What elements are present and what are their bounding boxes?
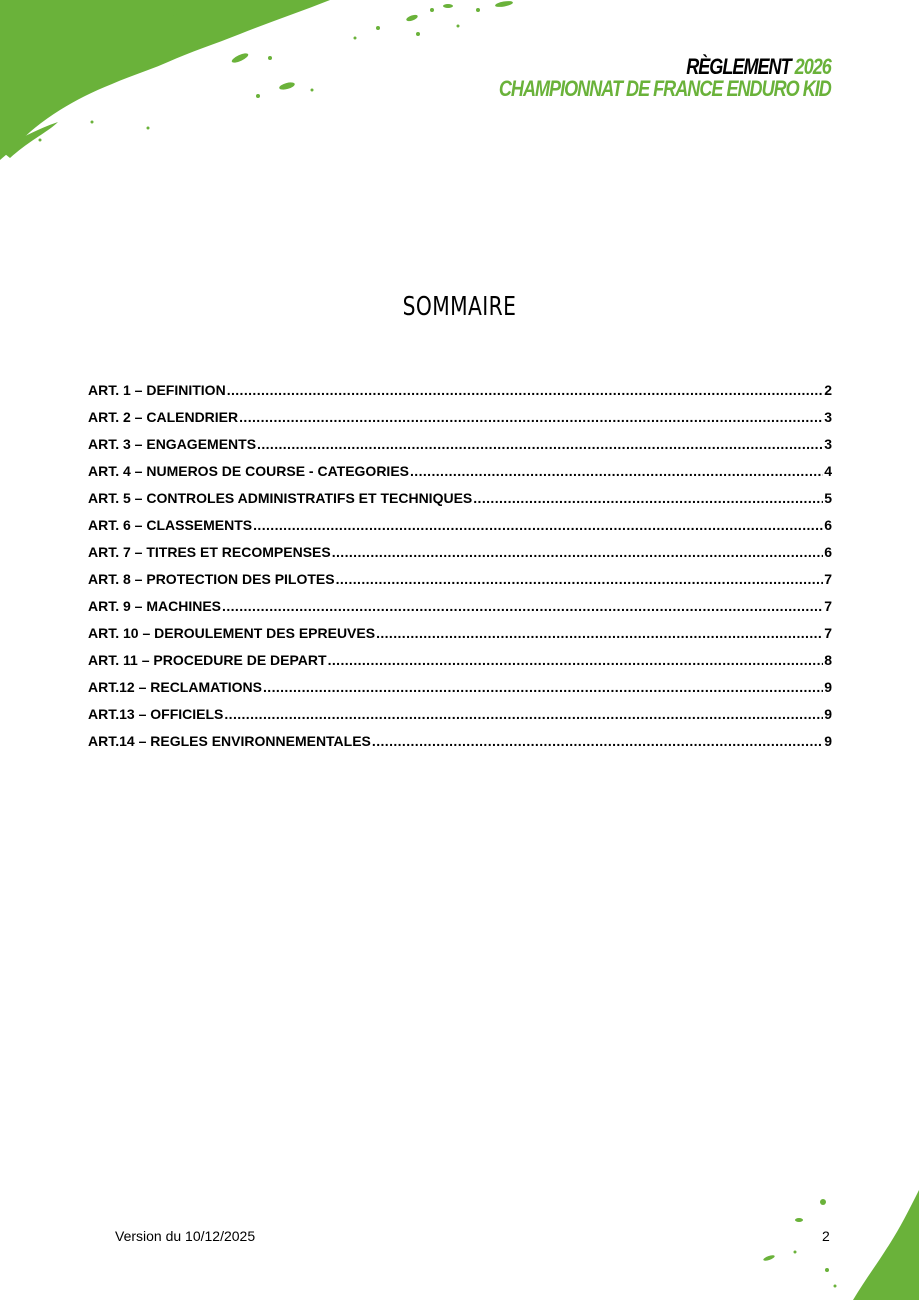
toc-entry-page: 7 (824, 571, 832, 587)
toc-entry-label: ART. 2 – CALENDRIER (88, 409, 239, 425)
toc-entry-label: ART.14 – REGLES ENVIRONNEMENTALES (88, 733, 371, 749)
toc-entry-label: ART. 1 – DEFINITION (88, 382, 226, 398)
toc-dot-leader (222, 598, 823, 614)
toc-dot-leader (376, 625, 823, 641)
toc-entry[interactable] (88, 706, 832, 733)
toc-dot-leader (263, 679, 823, 695)
toc-entry-page: 6 (824, 544, 832, 560)
header-year: 2026 (794, 54, 831, 79)
toc-entry-page: 3 (824, 436, 832, 452)
toc-entry-label: ART. 5 – CONTROLES ADMINISTRATIFS ET TECHNIQUES (88, 490, 473, 506)
toc-dot-leader (257, 436, 823, 452)
toc-dot-leader (227, 382, 824, 398)
toc-entry[interactable] (88, 598, 832, 625)
toc-dot-leader (239, 409, 823, 425)
toc-dot-leader (224, 706, 823, 722)
header-line-1 (499, 56, 831, 78)
toc-entry-page: 6 (824, 517, 832, 533)
green-splash-bottom-decoration (749, 1190, 919, 1300)
toc-entry[interactable] (88, 625, 832, 652)
toc-dot-leader (336, 571, 824, 587)
toc-entry-page: 9 (824, 733, 832, 749)
toc-entry-page: 4 (824, 463, 832, 479)
table-of-contents (88, 382, 832, 760)
toc-entry-label: ART. 7 – TITRES ET RECOMPENSES (88, 544, 331, 560)
toc-entry[interactable] (88, 409, 832, 436)
toc-entry-page: 5 (824, 490, 832, 506)
toc-entry[interactable] (88, 571, 832, 598)
toc-entry[interactable] (88, 544, 832, 571)
toc-entry-label: ART. 6 – CLASSEMENTS (88, 517, 253, 533)
toc-entry[interactable] (88, 679, 832, 706)
toc-title: SOMMAIRE (402, 292, 517, 322)
toc-entry-label: ART. 8 – PROTECTION DES PILOTES (88, 571, 335, 587)
toc-dot-leader (332, 544, 823, 560)
toc-entry-label: ART. 4 – NUMEROS DE COURSE - CATEGORIES (88, 463, 410, 479)
toc-entry[interactable] (88, 382, 832, 409)
toc-dot-leader (372, 733, 823, 749)
toc-entry-page: 9 (824, 706, 832, 722)
toc-entry-page: 2 (824, 382, 832, 398)
toc-entry[interactable] (88, 733, 832, 760)
toc-dot-leader (410, 463, 823, 479)
toc-entry-label: ART. 3 – ENGAGEMENTS (88, 436, 257, 452)
toc-entry-label: ART.13 – OFFICIELS (88, 706, 224, 722)
toc-dot-leader (473, 490, 823, 506)
toc-entry-label: ART. 9 – MACHINES (88, 598, 222, 614)
toc-entry[interactable] (88, 490, 832, 517)
toc-entry[interactable] (88, 652, 832, 679)
header-regulation-label: RÈGLEMENT (686, 54, 791, 79)
toc-entry-page: 7 (824, 598, 832, 614)
toc-entry[interactable] (88, 517, 832, 544)
toc-entry-label: ART.12 – RECLAMATIONS (88, 679, 262, 695)
toc-entry-page: 3 (824, 409, 832, 425)
footer-page-number: 2 (822, 1228, 830, 1244)
toc-entry[interactable] (88, 463, 832, 490)
document-header-title (426, 56, 831, 100)
toc-dot-leader (328, 652, 824, 668)
toc-entry-label: ART. 11 – PROCEDURE DE DEPART (88, 652, 327, 668)
toc-entry-page: 9 (824, 679, 832, 695)
header-championship-name: CHAMPIONNAT DE FRANCE ENDURO KID (499, 76, 831, 101)
toc-dot-leader (253, 517, 823, 533)
footer-version: Version du 10/12/2025 (115, 1228, 256, 1244)
toc-entry-page: 7 (824, 625, 832, 641)
toc-entry-page: 8 (824, 652, 832, 668)
toc-entry[interactable] (88, 436, 832, 463)
toc-entry-label: ART. 10 – DEROULEMENT DES EPREUVES (88, 625, 376, 641)
